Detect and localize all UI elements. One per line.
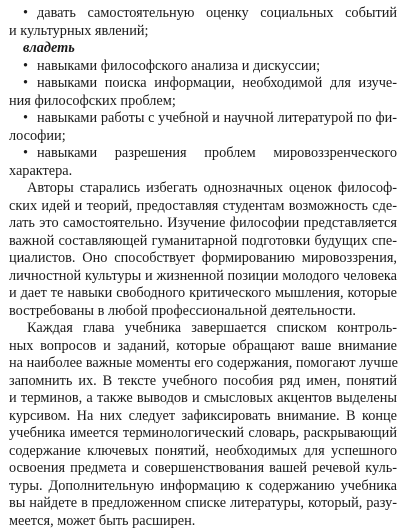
paragraph-line: и дает те навыки свободного критического мышления, которые xyxy=(9,285,397,303)
bullet-marker: • xyxy=(23,58,37,76)
paragraph-line: запомнить их. В тексте учебного пособия ряд имен, понятий xyxy=(9,373,397,391)
paragraph-line: циалистов. Оно способствует формированию мировоззрения, xyxy=(9,250,397,268)
paragraph-chapters xyxy=(9,320,397,530)
bullet-continuation: лософии; xyxy=(9,128,397,146)
paragraph-line: Каждая глава учебника завершается списком контроль- xyxy=(9,320,397,338)
bullet-line xyxy=(9,75,397,93)
paragraph-line: важной составляющей гуманитарной подготовки будущих спе- xyxy=(9,233,397,251)
paragraph-line: вы найдете в предложенном списке литературы, который, разу- xyxy=(9,495,397,513)
bullet-marker: • xyxy=(23,145,37,163)
section-heading: владеть xyxy=(9,40,397,58)
bullet-line xyxy=(9,110,397,128)
paragraph-line: учебника имеется терминологический словарь, раскрывающий xyxy=(9,425,397,443)
paragraph-line: меется, может быть расширен. xyxy=(9,513,397,530)
paragraph-line: освоения предмета и совершенствования вашей речевой куль- xyxy=(9,460,397,478)
paragraph-authors xyxy=(9,180,397,320)
bullet-continuation: и культурных явлений; xyxy=(9,23,397,41)
paragraph-line: туры. Дополнительную информацию к содержанию учебника xyxy=(9,478,397,496)
bullet-marker: • xyxy=(23,110,37,128)
paragraph-line: востребованы в любой профессиональной деятельности. xyxy=(9,303,397,321)
paragraph-line: лать это самостоятельно. Изучение философии представляется xyxy=(9,215,397,233)
paragraph-line: ских идей и теорий, предоставляя студентам возможность сде- xyxy=(9,198,397,216)
paragraph-line: Авторы старались избегать однозначных оценок философ- xyxy=(9,180,397,198)
bullet-line xyxy=(9,5,397,23)
bullet-line xyxy=(9,58,397,76)
paragraph-line: на наиболее важные моменты его содержания, помогают лучше xyxy=(9,355,397,373)
bullet-line xyxy=(9,145,397,163)
bullet-text: давать самостоятельную оценку социальных событий xyxy=(37,5,397,21)
bullet-text: навыками поиска информации, необходимой для изуче- xyxy=(37,75,397,91)
paragraph-line: личностной культуры и жизненной позиции молодого человека xyxy=(9,268,397,286)
bullet-text: навыками разрешения проблем мировоззренческого xyxy=(37,145,397,161)
paragraph-line: и терминов, а также выводов и смысловых акцентов выделены xyxy=(9,390,397,408)
paragraph-line: содержание ключевых понятий, необходимых для успешного xyxy=(9,443,397,461)
bullet-text: навыками работы с учебной и научной литературой по фи- xyxy=(37,110,397,126)
bullet-marker: • xyxy=(23,5,37,23)
bullet-continuation: ния философских проблем; xyxy=(9,93,397,111)
bullet-continuation: характера. xyxy=(9,163,397,181)
bullet-text: навыками философского анализа и дискуссии; xyxy=(37,58,320,74)
bullet-marker: • xyxy=(23,75,37,93)
paragraph-line: курсивом. На них следует зафиксировать внимание. В конце xyxy=(9,408,397,426)
paragraph-line: ных вопросов и заданий, которые обращают ваше внимание xyxy=(9,338,397,356)
